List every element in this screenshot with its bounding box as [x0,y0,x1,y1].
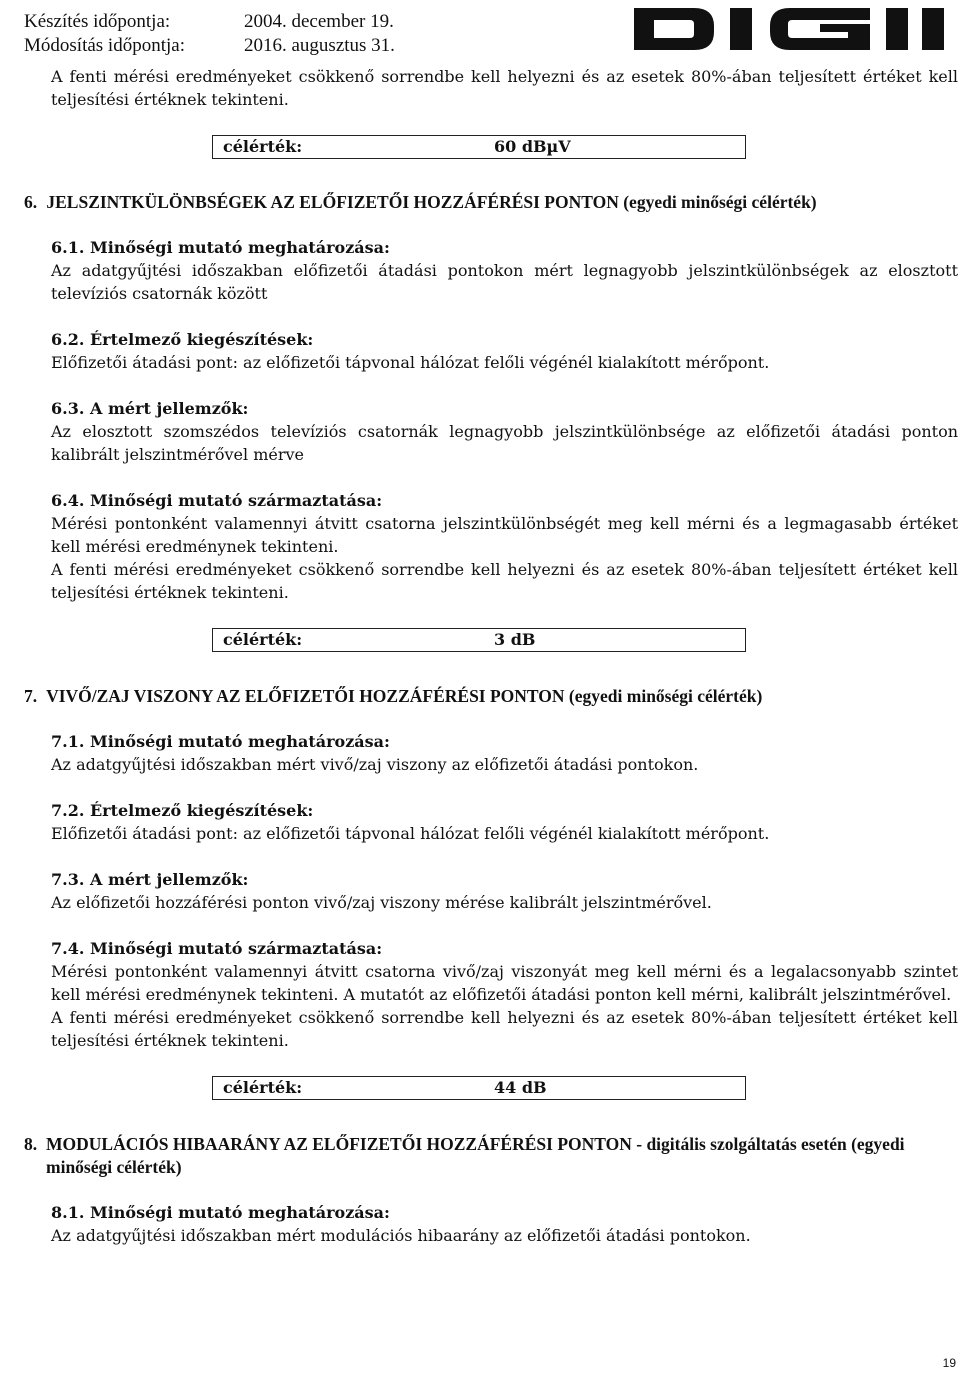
section-7-title [24,685,958,708]
subheading-7-1: 7.1. Minőségi mutató meghatározása: [51,732,390,751]
target-value: 3 dB [494,630,536,649]
text-7-4b: A fenti mérési eredményeket csökkenő sorrendbe kell helyezni és az esetek 80%-ában teljesített értéket kell teljesítési értéknek tekinteni. [51,1008,958,1050]
text-6-1: Az adatgyűjtési időszakban előfizetői átadási pontokon mért legnagyobb jelszintkülönbségek az elosztott televíziós csatornák között [51,261,958,303]
target-value: 60 dBµV [494,137,571,156]
subheading-6-4: 6.4. Minőségi mutató származtatása: [51,491,383,510]
subheading-6-1: 6.1. Minőségi mutató meghatározása: [51,238,390,257]
created-label: Készítés időpontja: [24,11,171,32]
section-number: 7. [24,686,38,706]
section-8-title [24,1133,958,1179]
subheading-6-3: 6.3. A mért jellemzők: [51,399,249,418]
section-title-text: VIVŐ/ZAJ VISZONY AZ ELŐFIZETŐI HOZZÁFÉRÉSI PONTON (egyedi minőségi célérték) [46,686,763,706]
subheading-7-3: 7.3. A mért jellemzők: [51,870,249,889]
page-number: 19 [942,1356,956,1370]
text-7-4a: Mérési pontonként valamennyi átvitt csatorna vivő/zaj viszonyát meg kell mérni és a legalacsonyabb szintet kell mérési eredménynek tekinteni. A mutatót az előfizetői átadási ponton kell mérni, kalibrált jelszintmérővel. [51,962,958,1004]
section-title-text: JELSZINTKÜLÖNBSÉGEK AZ ELŐFIZETŐI HOZZÁFÉRÉSI PONTON (egyedi minőségi célérték) [46,192,817,212]
digi-logo [630,4,948,54]
created-row [24,10,395,34]
text-6-3: Az elosztott szomszédos televíziós csatornák legnagyobb jelszintkülönbsége az előfizetői átadási ponton kalibrált jelszintmérővel mérve [51,422,958,464]
subheading-6-2: 6.2. Értelmező kiegészítések: [51,330,314,349]
text-8-1: Az adatgyűjtési időszakban mért modulációs hibaarány az előfizetői átadási pontokon. [51,1226,751,1245]
target-box-7 [212,1076,746,1100]
subheading-7-4: 7.4. Minőségi mutató származtatása: [51,939,383,958]
subheading-8-1: 8.1. Minőségi mutató meghatározása: [51,1203,390,1222]
section-number: 8. [24,1134,38,1154]
target-label: célérték: [223,630,303,649]
intro-paragraph: A fenti mérési eredményeket csökkenő sorrendbe kell helyezni és az esetek 80%-ában teljesített értéket kell teljesítési értéknek tekinteni. [51,67,958,109]
modified-label: Módosítás időpontja: [24,35,185,56]
text-7-1: Az adatgyűjtési időszakban mért vivő/zaj viszony az előfizetői átadási pontokon. [51,755,699,774]
text-6-2: Előfizetői átadási pont: az előfizetői tápvonal hálózat felőli végénél kialakított mérőpont. [51,353,770,372]
document-header [24,10,395,58]
modified-value: 2016. augusztus 31. [244,35,395,56]
text-7-2: Előfizetői átadási pont: az előfizetői tápvonal hálózat felőli végénél kialakított mérőpont. [51,824,770,843]
text-7-3: Az előfizetői hozzáférési ponton vivő/zaj viszony mérése kalibrált jelszintmérővel. [51,893,712,912]
target-label: célérték: [223,137,303,156]
section-6-title [24,191,958,214]
document-body [24,65,958,1247]
subheading-7-2: 7.2. Értelmező kiegészítések: [51,801,314,820]
modified-row [24,34,395,58]
target-label: célérték: [223,1078,303,1097]
section-number: 6. [24,192,38,212]
text-6-4a: Mérési pontonként valamennyi átvitt csatorna jelszintkülönbségét meg kell mérni és a legmagasabb értéket kell mérési eredménynek tekinteni. [51,514,958,556]
created-value: 2004. december 19. [244,11,394,32]
target-box-intro [212,135,746,159]
text-6-4b: A fenti mérési eredményeket csökkenő sorrendbe kell helyezni és az esetek 80%-ában teljesített értéket kell teljesítési értéknek tekinteni. [51,560,958,602]
section-title-text: MODULÁCIÓS HIBAARÁNY AZ ELŐFIZETŐI HOZZÁFÉRÉSI PONTON - digitális szolgáltatás esetén (egyedi minőségi célérték) [46,1134,905,1177]
target-value: 44 dB [494,1078,547,1097]
target-box-6 [212,628,746,652]
